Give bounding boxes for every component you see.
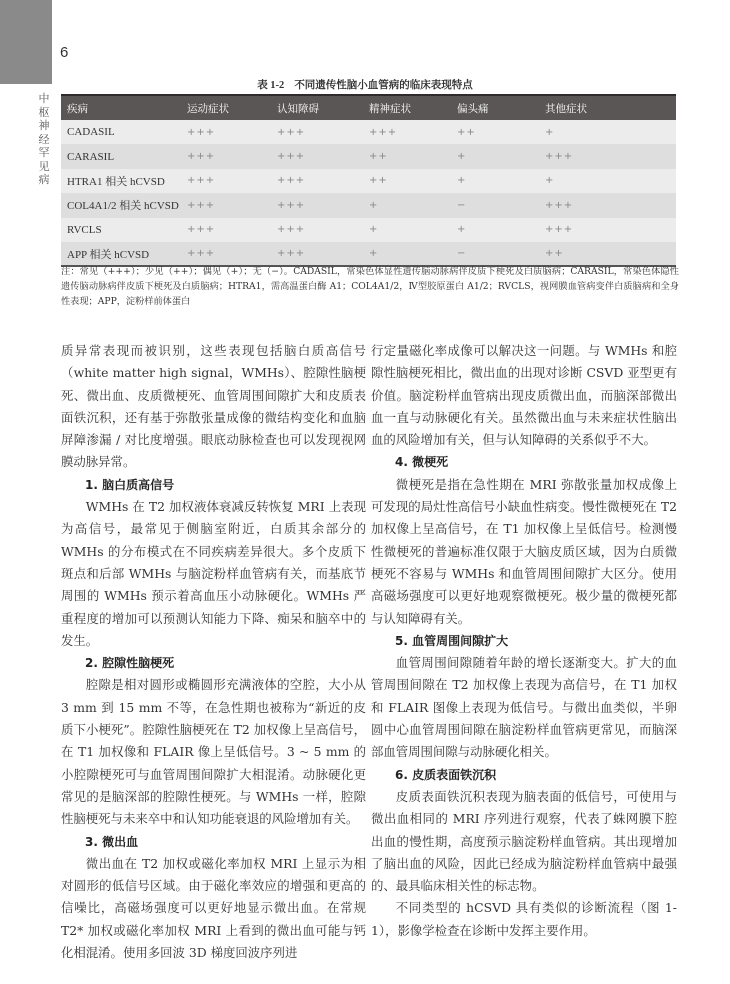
paragraph-intro-continued: 质异常表现而被识别，这些表现包括脑白质高信号（white matter high signal，WMHs）、腔隙性脑梗死、微出血、皮质微梗死、血管周围间隙扩大和皮质表面铁沉积，还有基于弥散张量成像的微结构变化和血脑屏障渗漏 / 对比度增强。眼底动脉检查也可以发现视网膜动脉异常。 — [61, 343, 366, 470]
side-label-char: 罕 — [38, 146, 50, 159]
cell-other: +++ — [545, 224, 574, 236]
side-label-char: 病 — [38, 173, 50, 186]
cell-migraine: − — [457, 199, 467, 211]
cell-psychiatric: + — [369, 199, 379, 211]
paragraph-microbleeds: 微出血在 T2 加权或磁化率加权 MRI 上显示为相对圆形的低信号区域。由于磁化率效应的增强和更高的信噪比，高磁场强度可以更好地显示微出血。在常规 T2* 加权或磁化率加权 MRI 上看到的微出血可能与钙化相混淆。使用多回波 3D 梯度回波序列进 — [61, 855, 366, 961]
cell-cognitive: +++ — [277, 126, 306, 138]
side-label-char: 经 — [38, 132, 50, 146]
paragraph-superficial-siderosis: 皮质表面铁沉积表现为脑表面的低信号，可使用与微出血相同的 MRI 序列进行观察，代表了蛛网膜下腔出血的慢性期，高度预示脑淀粉样血管病。其出现增加了脑出血的风险，因此已经成为脑淀粉样血管病中最强的、最具临床相关性的标志物。 — [371, 788, 677, 894]
section-heading-microinfarct: 4. 微梗死 — [395, 455, 449, 470]
table-row — [61, 144, 676, 168]
clinical-features-table — [61, 94, 676, 267]
paragraph-microbleeds-continued: 行定量磁化率成像可以解决这一问题。与 WMHs 和腔隙性脑梗死相比，微出血的出现对诊断 CSVD 亚型更有价值。脑淀粉样血管病出现皮质微出血，而脑深部微出血一直与动脉硬化有关。虽然微出血与未来症状性脑出血的风险增加有关，但与认知障碍的关系似乎不大。 — [371, 343, 677, 448]
cell-disease: COL4A1/2 相关 hCVSD — [67, 200, 179, 213]
chapter-tab-block — [0, 0, 52, 84]
table-footnote: 注：常见（+++）；少见（++）；偶见（+）；无（−）。CADASIL，常染色体显性遗传脑动脉病伴皮质下梗死及白质脑病；CARASIL，常染色体隐性遗传脑动脉病伴皮质下梗死及白质脑病；HTRA1，需高温蛋白酶 A1；COL4A1/2，Ⅳ型胶原蛋白 A1/2；RVCLS，视网膜血管病变伴白质脑病和全身性表现；APP，淀粉样前体蛋白 — [61, 266, 679, 307]
section-heading-lacunar-infarct: 2. 腔隙性脑梗死 — [85, 656, 175, 671]
cell-migraine: + — [457, 175, 467, 187]
cell-disease: APP 相关 hCVSD — [67, 248, 150, 261]
cell-motor: +++ — [187, 175, 216, 187]
side-label-char: 神 — [38, 119, 50, 132]
section-heading-microbleeds: 3. 微出血 — [85, 834, 139, 849]
header-motor: 运动症状 — [187, 102, 229, 115]
table-row — [61, 242, 676, 266]
table-row — [61, 193, 676, 217]
cell-cognitive: +++ — [277, 248, 306, 260]
table-caption-number: 表 1-2 — [257, 80, 285, 91]
table-caption-title: 不同遗传性脑小血管病的临床表现特点 — [294, 79, 473, 91]
table-header-row — [61, 95, 676, 120]
cell-migraine: ++ — [457, 126, 476, 138]
cell-disease: HTRA1 相关 hCVSD — [67, 175, 165, 188]
cell-cognitive: +++ — [277, 199, 306, 211]
side-label-char: 枢 — [38, 105, 50, 119]
header-disease: 疾病 — [67, 102, 88, 115]
cell-other: ++ — [545, 248, 564, 260]
paragraph-closing: 不同类型的 hCSVD 具有类似的诊断流程（图 1-1），影像学检查在诊断中发挥主要作用。 — [371, 900, 677, 938]
cell-psychiatric: + — [369, 248, 379, 260]
body-column-left — [61, 340, 366, 964]
cell-motor: +++ — [187, 199, 216, 211]
paragraph-wmh: WMHs 在 T2 加权液体衰减反转恢复 MRI 上表现为高信号，最常见于侧脑室附近，白质其余部分的 WMHs 的分布模式在不同疾病差异很大。多个皮质下斑点和后部 WMHs 与脑淀粉样血管病有关，而基底节周围的 WMHs 预示着高血压小动脉硬化。WMHs 严重程度的增加可以预测认知能力下降、痴呆和脑卒中的发生。 — [61, 499, 366, 648]
header-psychiatric: 精神症状 — [369, 102, 411, 115]
table-row — [61, 218, 676, 242]
cell-motor: +++ — [187, 224, 216, 236]
cell-other: + — [545, 126, 555, 138]
cell-psychiatric: + — [369, 224, 379, 236]
section-heading-perivascular-spaces: 5. 血管周围间隙扩大 — [395, 633, 509, 648]
running-side-label — [37, 92, 51, 187]
paragraph-microinfarct: 微梗死是指在急性期在 MRI 弥散张量加权成像上可发现的局灶性高信号小缺血性病变。慢性微梗死在 T2 加权像上呈高信号，在 T1 加权像上呈低信号。检测慢性微梗死的普遍标准仅限于大脑皮质区域，因为白质微梗死不容易与 WMHs 和血管周围间隙扩大区分。使用高磁场强度可以更好地观察微梗死。极少量的微梗死都与认知障碍有关。 — [371, 476, 677, 626]
cell-motor: +++ — [187, 151, 216, 163]
cell-other: +++ — [545, 151, 574, 163]
cell-cognitive: +++ — [277, 151, 306, 163]
cell-cognitive: +++ — [277, 224, 306, 236]
cell-migraine: − — [457, 248, 467, 260]
cell-migraine: + — [457, 151, 467, 163]
cell-motor: +++ — [187, 248, 216, 260]
cell-motor: +++ — [187, 126, 216, 138]
cell-migraine: + — [457, 224, 467, 236]
page-number: 6 — [60, 44, 69, 61]
header-other: 其他症状 — [545, 102, 587, 115]
cell-other: +++ — [545, 199, 574, 211]
table-caption — [0, 77, 730, 92]
cell-disease: CADASIL — [67, 126, 115, 139]
header-migraine: 偏头痛 — [457, 102, 489, 115]
section-heading-wmh: 1. 脑白质高信号 — [85, 477, 175, 492]
cell-psychiatric: +++ — [369, 126, 398, 138]
section-heading-superficial-siderosis: 6. 皮质表面铁沉积 — [395, 767, 497, 782]
cell-disease: CARASIL — [67, 150, 115, 163]
table-row — [61, 120, 676, 144]
cell-psychiatric: ++ — [369, 151, 388, 163]
paragraph-perivascular-spaces: 血管周围间隙随着年龄的增长逐渐变大。扩大的血管周围间隙在 T2 加权像上表现为高信号，在 T1 加权和 FLAIR 图像上表现为低信号。与微出血类似，半卵圆中心血管周围间隙在脑淀粉样血管病更常见，而脑深部血管周围间隙与动脉硬化相关。 — [371, 655, 677, 760]
cell-other: + — [545, 175, 555, 187]
cell-cognitive: +++ — [277, 175, 306, 187]
cell-disease: RVCLS — [67, 223, 102, 236]
table-row — [61, 169, 676, 193]
body-column-right — [371, 340, 677, 942]
side-label-char: 中 — [38, 92, 50, 105]
header-cognitive: 认知障碍 — [277, 102, 319, 115]
cell-psychiatric: ++ — [369, 175, 388, 187]
side-label-char: 见 — [38, 159, 50, 173]
paragraph-lacunar-infarct: 腔隙是相对圆形或椭圆形充满液体的空腔，大小从 3 mm 到 15 mm 不等，在急性期也被称为“新近的皮质下小梗死”。腔隙性脑梗死在 T2 加权像上呈高信号，在 T1 加权像和 FLAIR 像上呈低信号。3 ~ 5 mm 的小腔隙梗死可与血管周围间隙扩大相混淆。动脉硬化更常见的是脑深部的腔隙性梗死。与 WMHs 一样，腔隙性脑梗死与未来卒中和认知功能衰退的风险增加有关。 — [61, 677, 366, 827]
